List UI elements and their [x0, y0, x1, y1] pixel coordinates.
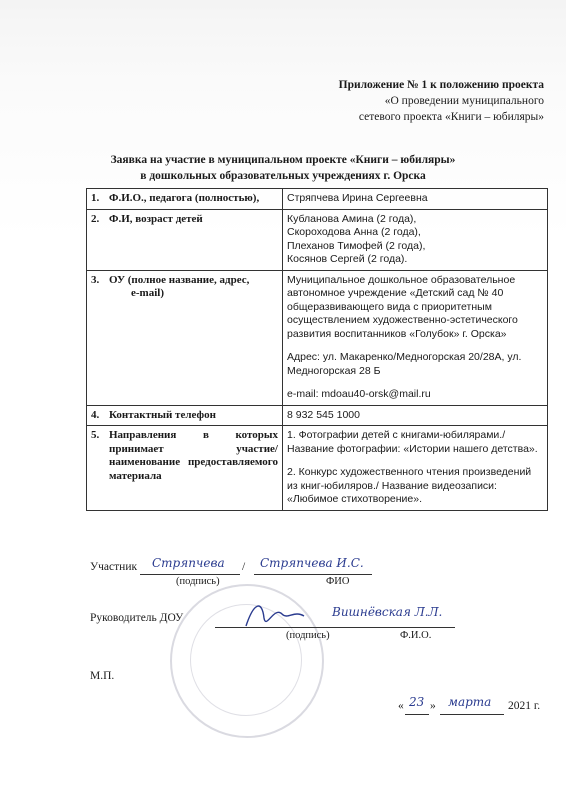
row-label-text: Контактный телефон	[109, 408, 216, 421]
child-entry: Косянов Сергей (2 года).	[287, 253, 408, 265]
row-number: 3.	[91, 273, 100, 286]
head-name-handwritten: Вишнёвская Л.Л.	[332, 605, 443, 619]
table-row	[87, 189, 548, 210]
row-label	[87, 426, 283, 511]
date-month-line	[440, 714, 504, 715]
institution-name: Муниципальное дошкольное образовательное автономное учреждение «Детский сад № 40 общеразвивающего вида с приоритетным осуществлением художественно-эстетического развития воспитанников «Голубок» г. Орска»	[287, 273, 518, 340]
head-signature-caption: (подпись)	[286, 630, 330, 641]
row-label-text: Направления в которых принимает участие/наименование предоставляемого материала	[109, 429, 278, 482]
row-label	[87, 189, 283, 210]
row-label-text-2: e-mail)	[131, 287, 164, 299]
row-number: 4.	[91, 408, 100, 421]
separator: /	[242, 561, 246, 573]
direction-item: 2. Конкурс художественного чтения произведений из книг-юбиляров./ Название видеозаписи: «Любимое стихотворение».	[287, 466, 532, 505]
date-close-quote: »	[430, 700, 436, 712]
head-label: Руководитель ДОУ	[90, 612, 184, 624]
row-number: 1.	[91, 192, 100, 204]
table-row	[87, 405, 548, 426]
row-label-text: ОУ (полное название, адрес,	[109, 273, 250, 286]
date-year: 2021 г.	[508, 700, 541, 712]
document-title	[0, 152, 566, 184]
participant-signature-line	[140, 574, 240, 575]
teacher-name: Стряпчева Ирина Сергеевна	[283, 189, 548, 210]
participant-label: Участник	[90, 561, 138, 573]
appendix-line-1: Приложение № 1 к положению проекта	[338, 79, 544, 91]
date-month: марта	[448, 695, 492, 709]
row-label	[87, 209, 283, 270]
application-table	[86, 188, 548, 511]
date-open-quote: «	[398, 700, 404, 712]
table-row	[87, 209, 548, 270]
stamp-place-label: М.П.	[90, 670, 115, 682]
institution-email: e-mail: mdoau40-orsk@mail.ru	[287, 388, 431, 400]
date-day-line	[405, 714, 429, 715]
directions-info	[283, 426, 548, 511]
participant-name-handwritten: Стряпчева И.С.	[260, 556, 364, 570]
row-label-text: Ф.И.О., педагога (полностью),	[109, 192, 260, 204]
institution-info	[283, 270, 548, 405]
child-entry: Скороходова Анна (2 года),	[287, 226, 421, 238]
institution-address: Адрес: ул. Макаренко/Медногорская 20/28А, ул. Медногорская 28 Б	[287, 351, 522, 377]
row-number: 5.	[91, 429, 100, 441]
title-line-2: в дошкольных образовательных учреждениях г. Орска	[140, 170, 426, 182]
table-row	[87, 426, 548, 511]
appendix-line-3: сетевого проекта «Книги – юбиляры»	[358, 111, 544, 123]
date-day: 23	[409, 695, 425, 709]
row-number: 2.	[91, 212, 100, 225]
head-signature	[240, 596, 310, 632]
child-entry: Кубланова Амина (2 года),	[287, 212, 417, 225]
direction-item: 1. Фотографии детей с книгами-юбилярами./ Название фотографии: «Истории нашего детства».	[287, 429, 538, 455]
appendix-header	[339, 77, 544, 125]
head-fio-caption: Ф.И.О.	[400, 630, 432, 641]
child-entry: Плеханов Тимофей (2 года),	[287, 239, 426, 252]
participant-name-line	[254, 574, 372, 575]
row-label-text: Ф.И, возраст детей	[109, 212, 203, 225]
participant-fio-caption: ФИО	[326, 576, 350, 587]
appendix-line-2: «О проведении муниципального	[384, 95, 544, 107]
children-list	[283, 209, 548, 270]
row-label	[87, 270, 283, 405]
title-line-1: Заявка на участие в муниципальном проекте «Книги – юбиляры»	[110, 154, 456, 166]
table-row	[87, 270, 548, 405]
row-label	[87, 405, 283, 426]
participant-signature-caption: (подпись)	[176, 576, 220, 587]
phone-number: 8 932 545 1000	[283, 405, 548, 426]
participant-signature: Стряпчева	[152, 556, 225, 570]
